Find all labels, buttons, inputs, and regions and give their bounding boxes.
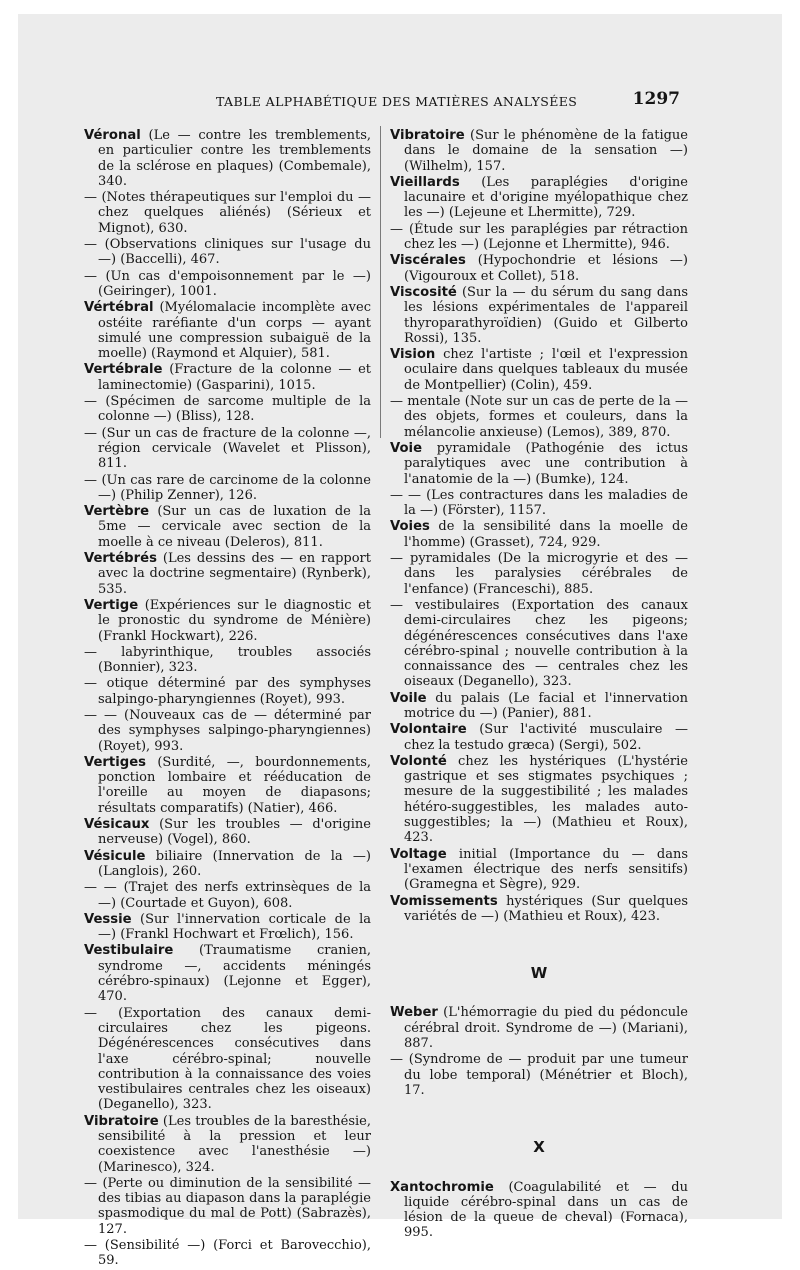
index-entry	[390, 285, 688, 346]
left-column	[84, 128, 371, 1270]
index-entry	[84, 190, 371, 236]
entry-text: — (Sur un cas de fracture de la colonne —, région cervicale (Wavelet et Plisson), 811.	[84, 425, 371, 472]
entry-keyword: Xantochromie	[390, 1179, 494, 1195]
entry-text: pyramidale (Pathogénie des ictus paralytiques avec une contribution à l'anatomie de la —) (Bumke), 124.	[404, 440, 688, 487]
index-entry	[390, 551, 688, 597]
index-entry	[84, 300, 371, 361]
entry-keyword: Vibratoire	[390, 128, 465, 143]
entry-text: — (Un cas rare de carcinome de la colonne —) (Philip Zenner), 126.	[84, 472, 371, 503]
entry-keyword: Véronal	[84, 128, 141, 143]
index-entry	[390, 894, 688, 925]
section-letter-x: X	[533, 1138, 545, 1157]
index-entry	[84, 645, 371, 676]
entry-keyword: Vertébrés	[84, 551, 157, 567]
entry-text: — otique déterminé par des symphyses salpingo-pharyngiennes (Royet), 993.	[84, 676, 371, 707]
entry-keyword: Viscosité	[390, 284, 457, 300]
index-entry	[84, 269, 371, 300]
index-entry	[390, 222, 688, 253]
entry-keyword: Volontaire	[390, 722, 467, 738]
entry-keyword: Volonté	[390, 753, 447, 769]
entry-text: — (Spécimen de sarcome multiple de la colonne —) (Bliss), 128.	[84, 394, 371, 425]
index-entry	[390, 847, 688, 893]
entry-text: (Les paraplégies d'origine lacunaire et d'origine myélopathique chez les —) (Lejeune et Lhermitte), 729.	[404, 174, 688, 221]
entry-text: — vestibulaires (Exportation des canaux demi-circulaires chez les pigeons; dégénérescences consécutives dans l'axe cérébro-spinal ; nouvelle contribution à la connaissance des — centrales chez les oiseaux (Deganello), 323.	[390, 597, 688, 690]
index-entry	[84, 128, 371, 189]
entry-keyword: Vessie	[84, 911, 132, 927]
index-entry	[390, 722, 688, 753]
entry-text: (Sur le phénomène de la fatigue dans le domaine de la sensation —) (Wilhelm), 157.	[404, 128, 688, 174]
section-x-entries	[390, 1180, 688, 1241]
index-entry	[84, 1238, 371, 1269]
entry-keyword: Vertèbre	[84, 504, 150, 520]
entry-text: (Coagulabilité et — du liquide cérébro-spinal dans un cas de lésion de la queue de cheval) (Fornaca), 995.	[404, 1179, 688, 1241]
entry-text: — — (Les contractures dans les maladies de la —) (Förster), 1157.	[390, 487, 688, 519]
index-entry	[390, 1005, 688, 1051]
entry-text: (Fracture de la colonne — et laminectomie) (Gasparini), 1015.	[98, 362, 371, 393]
index-entry	[84, 394, 371, 425]
entry-text: — mentale (Note sur un cas de perte de la — des objets, formes et couleurs, dans la mélancolie anxieuse) (Lemos), 389, 870.	[390, 394, 688, 440]
index-entry	[84, 943, 371, 1004]
index-entry	[390, 1180, 688, 1241]
index-entry	[84, 1006, 371, 1113]
entry-text: (Sur les troubles — d'origine nerveuse) (Vogel), 860.	[98, 817, 371, 848]
entry-text: (Les troubles de la baresthésie, sensibilité à la pression et leur coexistence avec l'anesthésie —) (Marinesco), 324.	[98, 1113, 371, 1175]
header-title: TABLE ALPHABÉTIQUE DES MATIÈRES ANALYSÉES	[216, 94, 578, 109]
entry-text: (Hypochondrie et lésions —) (Vigouroux et Collet), 518.	[404, 253, 688, 284]
index-entry	[390, 691, 688, 722]
entry-text: — — (Nouveaux cas de — déterminé par des symphyses salpingo-pharyngiennes) (Royet), 993.	[84, 707, 371, 754]
scanned-page	[18, 14, 782, 1269]
index-entry	[84, 912, 371, 943]
index-entry	[390, 394, 688, 440]
section-letter-w: W	[530, 964, 548, 983]
entry-keyword: Vertébrale	[84, 362, 163, 378]
index-entry	[84, 362, 371, 393]
running-header	[18, 90, 782, 114]
entry-text: — (Un cas d'empoisonnement par le —) (Geiringer), 1001.	[84, 268, 371, 299]
index-entry	[84, 676, 371, 707]
entry-text: — (Notes thérapeutiques sur l'emploi du — chez quelques aliénés) (Sérieux et Mignot), 630.	[84, 190, 371, 236]
index-entry	[390, 128, 688, 174]
entry-text: — labyrinthique, troubles associés (Bonnier), 323.	[84, 644, 371, 676]
entry-text: hystériques (Sur quelques variétés de —) (Mathieu et Roux), 423.	[404, 893, 688, 924]
entry-keyword: Vestibulaire	[84, 943, 174, 959]
entry-text: — (Observations cliniques sur l'usage du —) (Baccelli), 467.	[84, 237, 371, 268]
entry-text: (Expériences sur le diagnostic et le pronostic du syndrome de Ménière) (Frankl Hockwart), 226.	[98, 597, 371, 644]
index-entry	[84, 551, 371, 597]
entry-text: (Sur l'activité musculaire — chez la testudo græca) (Sergi), 502.	[404, 722, 688, 753]
column-divider	[380, 126, 381, 438]
index-entry	[84, 1176, 371, 1237]
entry-text: — (Exportation des canaux demi-circulaires chez les pigeons. Dégénérescences consécutives dans l'axe cérébro-spinal; nouvelle contribution à la connaissance des voies vestibulaires centrales chez les oiseaux) (Deganello), 323.	[84, 1005, 371, 1113]
entry-text: de la sensibilité dans la moelle de l'homme) (Grasset), 724, 929.	[404, 519, 688, 550]
entry-text: — (Perte ou diminution de la sensibilité — des tibias au diapason dans la paraplégie spasmodique du mal de Pott) (Sabrazès), 127.	[84, 1175, 371, 1237]
index-entry	[84, 817, 371, 848]
entry-keyword: Voies	[390, 519, 430, 535]
entry-text: (Sur la — du sérum du sang dans les lésions expérimentales de l'appareil thyroparathyroïdien) (Guido et Gilberto Rossi), 135.	[404, 284, 688, 346]
index-entry	[84, 1114, 371, 1175]
index-entry	[84, 880, 371, 911]
index-entry	[390, 519, 688, 550]
entry-text: (Sur un cas de luxation de la 5me — cervicale avec section de la moelle à ce niveau (Deleros), 811.	[98, 504, 371, 550]
index-entry	[84, 849, 371, 880]
entry-text: — (Syndrome de — produit par une tumeur du lobe temporal) (Ménétrier et Bloch), 17.	[390, 1052, 688, 1098]
entry-text: (Myélomalacie incomplète avec ostéite raréfiante d'un corps — ayant simulé une compression subaiguë de la moelle) (Raymond et Alquier), 581.	[98, 300, 371, 362]
entry-keyword: Vibratoire	[84, 1113, 159, 1129]
index-entry	[84, 598, 371, 644]
entry-text: (Surdité, —, bourdonnements, ponction lombaire et rééducation de l'oreille au moyen de diapasons; résultats comparatifs) (Natier), 466.	[98, 754, 371, 816]
entry-keyword: Vieillards	[390, 174, 460, 190]
entry-keyword: Voltage	[390, 846, 447, 862]
entry-keyword: Vésicule	[84, 848, 146, 864]
entry-text: — pyramidales (De la microgyrie et des — dans les paralysies cérébrales de l'enfance) (Franceschi), 885.	[390, 551, 688, 597]
entry-keyword: Vertiges	[84, 754, 146, 770]
entry-keyword: Vision	[390, 347, 436, 363]
entry-text: chez les hystériques (L'hystérie gastrique et ses stigmates psychiques ; mesure de la suggestibilité ; les malades hétéro-suggestibles, les malades auto-suggestibles; la —) (Mathieu et Roux), 423.	[404, 753, 688, 846]
index-entry	[390, 754, 688, 846]
index-entry	[390, 175, 688, 221]
index-entry	[390, 488, 688, 519]
entry-text: (Les dessins des — en rapport avec la doctrine segmentaire) (Rynberk), 535.	[98, 551, 371, 597]
entry-text: (L'hémorragie du pied du pédoncule cérébral droit. Syndrome de —) (Mariani), 887.	[404, 1005, 688, 1052]
entry-text: — — (Trajet des nerfs extrinsèques de la —) (Courtade et Guyon), 608.	[84, 880, 371, 911]
entry-keyword: Vésicaux	[84, 817, 150, 833]
index-entry	[84, 473, 371, 504]
entry-keyword: Voie	[390, 440, 423, 456]
index-entry	[84, 708, 371, 754]
entry-text: chez l'artiste ; l'œil et l'expression oculaire dans quelques tableaux du musée de Montpellier) (Colin), 459.	[404, 347, 688, 393]
index-entry	[390, 253, 688, 284]
entry-text: initial (Importance du — dans l'examen électrique des nerfs sensitifs) (Gramegna et Sègre), 929.	[404, 846, 688, 893]
entry-text: (Sur l'innervation corticale de la —) (Frankl Hochwart et Frœlich), 156.	[98, 911, 371, 943]
index-entry	[390, 441, 688, 487]
right-column	[390, 128, 688, 1242]
entry-keyword: Viscérales	[390, 253, 466, 269]
entry-text: biliaire (Innervation de la —) (Langlois), 260.	[98, 848, 371, 879]
entry-keyword: Vomissements	[390, 893, 498, 909]
section-w-entries	[390, 1005, 688, 1098]
entry-text: (Traumatisme cranien, syndrome —, accidents méningés cérébro-spinaux) (Lejonne et Egger), 470.	[98, 943, 371, 1005]
entry-text: — (Étude sur les paraplégies par rétraction chez les —) (Lejonne et Lhermitte), 946.	[390, 221, 688, 253]
page-number: 1297	[632, 89, 680, 109]
entry-keyword: Weber	[390, 1005, 438, 1021]
entry-keyword: Vértébral	[84, 300, 154, 316]
entry-text: du palais (Le facial et l'innervation motrice du —) (Panier), 881.	[404, 690, 688, 721]
entry-text: — (Sensibilité —) (Forci et Barovecchio), 59.	[84, 1238, 371, 1269]
index-entry	[390, 598, 688, 690]
index-entry	[84, 426, 371, 472]
entry-keyword: Voile	[390, 690, 427, 706]
entry-keyword: Vertige	[84, 597, 139, 613]
index-entry	[84, 237, 371, 268]
entry-text: (Le — contre les tremblements, en particulier contre les tremblements de la sclérose en plaques) (Combemale), 340.	[98, 128, 371, 189]
index-entry	[390, 347, 688, 393]
index-entry	[84, 504, 371, 550]
right-column-entries	[390, 128, 688, 924]
index-entry	[390, 1052, 688, 1098]
index-entry	[84, 755, 371, 816]
